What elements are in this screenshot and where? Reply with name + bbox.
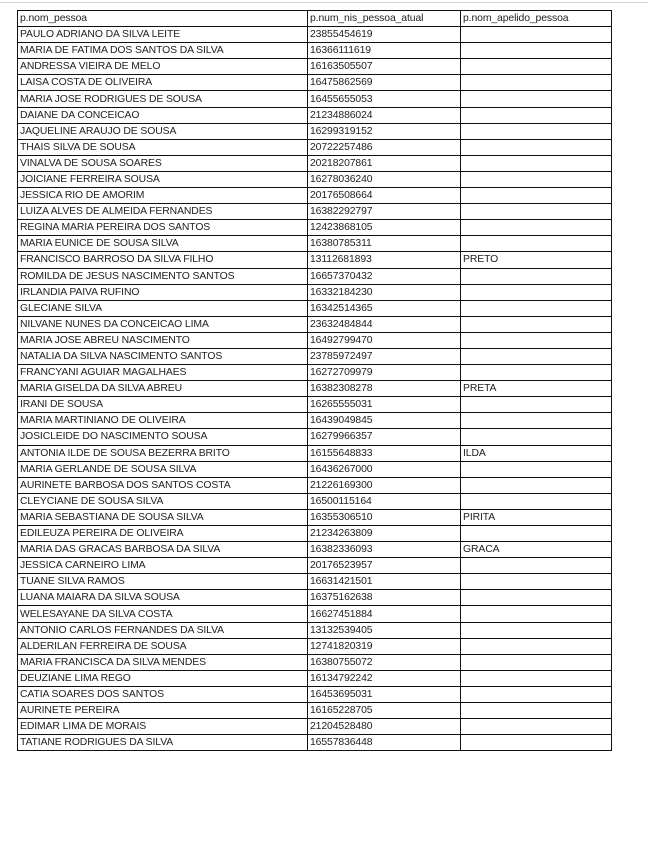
table-row: [18, 75, 612, 91]
table-row: [18, 509, 612, 525]
cell-nom-pessoa: REGINA MARIA PEREIRA DOS SANTOS: [18, 220, 308, 236]
cell-num-nis: 16332184230: [308, 284, 461, 300]
cell-num-nis: 16557836448: [308, 735, 461, 751]
cell-num-nis: 16453695031: [308, 686, 461, 702]
cell-num-nis: 16475862569: [308, 75, 461, 91]
cell-nom-apelido: [461, 686, 612, 702]
cell-num-nis: 21226169300: [308, 477, 461, 493]
cell-nom-pessoa: CATIA SOARES DOS SANTOS: [18, 686, 308, 702]
cell-nom-pessoa: TATIANE RODRIGUES DA SILVA: [18, 735, 308, 751]
table-row: [18, 558, 612, 574]
cell-nom-apelido: [461, 316, 612, 332]
table-row: [18, 719, 612, 735]
cell-nom-apelido: [461, 300, 612, 316]
cell-num-nis: 12423868105: [308, 220, 461, 236]
cell-num-nis: 16165228705: [308, 703, 461, 719]
table-row: [18, 686, 612, 702]
cell-nom-pessoa: LAISA COSTA DE OLIVEIRA: [18, 75, 308, 91]
cell-num-nis: 16382292797: [308, 204, 461, 220]
cell-nom-apelido: [461, 348, 612, 364]
cell-num-nis: 16500115164: [308, 493, 461, 509]
cell-num-nis: 16382336093: [308, 542, 461, 558]
cell-nom-pessoa: MARIA MARTINIANO DE OLIVEIRA: [18, 413, 308, 429]
table-row: [18, 220, 612, 236]
cell-nom-apelido: [461, 429, 612, 445]
cell-nom-apelido: [461, 171, 612, 187]
table-row: [18, 606, 612, 622]
table-row: [18, 542, 612, 558]
cell-nom-pessoa: THAIS SILVA DE SOUSA: [18, 139, 308, 155]
table-row: [18, 381, 612, 397]
cell-nom-pessoa: LUANA MAIARA DA SILVA SOUSA: [18, 590, 308, 606]
cell-num-nis: 16439049845: [308, 413, 461, 429]
cell-nom-apelido: [461, 139, 612, 155]
cell-nom-apelido: [461, 703, 612, 719]
column-header-num-nis: p.num_nis_pessoa_atual: [308, 11, 461, 27]
cell-nom-apelido: [461, 590, 612, 606]
cell-num-nis: 21234263809: [308, 526, 461, 542]
cell-nom-pessoa: GLECIANE SILVA: [18, 300, 308, 316]
cell-num-nis: 16134792242: [308, 670, 461, 686]
cell-num-nis: 16455655053: [308, 91, 461, 107]
cell-nom-pessoa: VINALVA DE SOUSA SOARES: [18, 155, 308, 171]
column-header-nom-apelido: p.nom_apelido_pessoa: [461, 11, 612, 27]
cell-nom-pessoa: MARIA SEBASTIANA DE SOUSA SILVA: [18, 509, 308, 525]
cell-nom-apelido: PRETA: [461, 381, 612, 397]
cell-nom-apelido: [461, 606, 612, 622]
cell-nom-apelido: ILDA: [461, 445, 612, 461]
cell-nom-pessoa: NATALIA DA SILVA NASCIMENTO SANTOS: [18, 348, 308, 364]
table-row: [18, 429, 612, 445]
cell-num-nis: 16272709979: [308, 365, 461, 381]
column-header-nom-pessoa: p.nom_pessoa: [18, 11, 308, 27]
cell-nom-pessoa: JESSICA RIO DE AMORIM: [18, 188, 308, 204]
cell-nom-pessoa: TUANE SILVA RAMOS: [18, 574, 308, 590]
table-row: [18, 638, 612, 654]
cell-num-nis: 16366111619: [308, 43, 461, 59]
cell-nom-pessoa: FRANCISCO BARROSO DA SILVA FILHO: [18, 252, 308, 268]
cell-nom-pessoa: EDILEUZA PEREIRA DE OLIVEIRA: [18, 526, 308, 542]
cell-nom-apelido: [461, 719, 612, 735]
table-row: [18, 365, 612, 381]
cell-nom-apelido: [461, 155, 612, 171]
table-row: [18, 300, 612, 316]
cell-num-nis: 16627451884: [308, 606, 461, 622]
cell-nom-pessoa: ANDRESSA VIEIRA DE MELO: [18, 59, 308, 75]
cell-num-nis: 16375162638: [308, 590, 461, 606]
cell-nom-apelido: [461, 558, 612, 574]
cell-nom-apelido: [461, 397, 612, 413]
cell-num-nis: 16631421501: [308, 574, 461, 590]
cell-num-nis: 21234886024: [308, 107, 461, 123]
cell-num-nis: 16279966357: [308, 429, 461, 445]
cell-nom-apelido: [461, 236, 612, 252]
cell-nom-apelido: [461, 574, 612, 590]
cell-nom-apelido: [461, 332, 612, 348]
cell-nom-pessoa: MARIA DE FATIMA DOS SANTOS DA SILVA: [18, 43, 308, 59]
cell-num-nis: 13112681893: [308, 252, 461, 268]
cell-nom-pessoa: ROMILDA DE JESUS NASCIMENTO SANTOS: [18, 268, 308, 284]
cell-nom-apelido: [461, 477, 612, 493]
cell-num-nis: 20218207861: [308, 155, 461, 171]
cell-nom-apelido: PIRITA: [461, 509, 612, 525]
table-row: [18, 574, 612, 590]
table-row: [18, 27, 612, 43]
cell-num-nis: 23785972497: [308, 348, 461, 364]
table-row: [18, 413, 612, 429]
table-row: [18, 461, 612, 477]
table-row: [18, 735, 612, 751]
cell-nom-apelido: GRACA: [461, 542, 612, 558]
cell-nom-pessoa: JESSICA CARNEIRO LIMA: [18, 558, 308, 574]
table-row: [18, 252, 612, 268]
cell-num-nis: 16155648833: [308, 445, 461, 461]
table-row: [18, 107, 612, 123]
cell-nom-pessoa: NILVANE NUNES DA CONCEICAO LIMA: [18, 316, 308, 332]
cell-nom-pessoa: PAULO ADRIANO DA SILVA LEITE: [18, 27, 308, 43]
cell-nom-pessoa: JAQUELINE ARAUJO DE SOUSA: [18, 123, 308, 139]
cell-num-nis: 16380755072: [308, 654, 461, 670]
table-row: [18, 493, 612, 509]
cell-nom-apelido: [461, 413, 612, 429]
cell-num-nis: 16382308278: [308, 381, 461, 397]
table-header-row: [18, 11, 612, 27]
cell-nom-pessoa: DEUZIANE LIMA REGO: [18, 670, 308, 686]
cell-num-nis: 20176523957: [308, 558, 461, 574]
cell-nom-apelido: [461, 735, 612, 751]
table-row: [18, 171, 612, 187]
table-row: [18, 526, 612, 542]
cell-num-nis: 16163505507: [308, 59, 461, 75]
table-row: [18, 59, 612, 75]
cell-nom-apelido: [461, 670, 612, 686]
table-row: [18, 397, 612, 413]
table-row: [18, 43, 612, 59]
cell-num-nis: 20722257486: [308, 139, 461, 155]
cell-nom-pessoa: MARIA DAS GRACAS BARBOSA DA SILVA: [18, 542, 308, 558]
cell-nom-pessoa: AURINETE BARBOSA DOS SANTOS COSTA: [18, 477, 308, 493]
table-row: [18, 204, 612, 220]
cell-nom-apelido: [461, 188, 612, 204]
cell-nom-apelido: [461, 107, 612, 123]
cell-num-nis: 16492799470: [308, 332, 461, 348]
cell-nom-pessoa: MARIA FRANCISCA DA SILVA MENDES: [18, 654, 308, 670]
cell-num-nis: 16278036240: [308, 171, 461, 187]
cell-nom-pessoa: MARIA EUNICE DE SOUSA SILVA: [18, 236, 308, 252]
cell-num-nis: 21204528480: [308, 719, 461, 735]
cell-num-nis: 16299319152: [308, 123, 461, 139]
cell-nom-apelido: [461, 365, 612, 381]
table-row: [18, 155, 612, 171]
table-row: [18, 332, 612, 348]
table-row: [18, 348, 612, 364]
cell-nom-pessoa: CLEYCIANE DE SOUSA SILVA: [18, 493, 308, 509]
cell-num-nis: 16355306510: [308, 509, 461, 525]
cell-nom-apelido: [461, 27, 612, 43]
cell-num-nis: 23632484844: [308, 316, 461, 332]
cell-num-nis: 16657370432: [308, 268, 461, 284]
cell-nom-apelido: [461, 638, 612, 654]
cell-nom-pessoa: MARIA GERLANDE DE SOUSA SILVA: [18, 461, 308, 477]
cell-num-nis: 12741820319: [308, 638, 461, 654]
table-body: [18, 27, 612, 751]
table-row: [18, 188, 612, 204]
table-row: [18, 284, 612, 300]
cell-nom-pessoa: ANTONIO CARLOS FERNANDES DA SILVA: [18, 622, 308, 638]
cell-nom-apelido: [461, 493, 612, 509]
cell-num-nis: 23855454619: [308, 27, 461, 43]
cell-nom-pessoa: MARIA JOSE RODRIGUES DE SOUSA: [18, 91, 308, 107]
cell-nom-pessoa: LUIZA ALVES DE ALMEIDA FERNANDES: [18, 204, 308, 220]
cell-num-nis: 16342514365: [308, 300, 461, 316]
table-row: [18, 445, 612, 461]
cell-nom-pessoa: IRANI DE SOUSA: [18, 397, 308, 413]
table-row: [18, 654, 612, 670]
cell-nom-pessoa: EDIMAR LIMA DE MORAIS: [18, 719, 308, 735]
table-row: [18, 91, 612, 107]
cell-nom-apelido: [461, 123, 612, 139]
cell-nom-pessoa: MARIA JOSE ABREU NASCIMENTO: [18, 332, 308, 348]
cell-num-nis: 16265555031: [308, 397, 461, 413]
cell-nom-apelido: [461, 622, 612, 638]
cell-nom-apelido: [461, 461, 612, 477]
table-row: [18, 316, 612, 332]
cell-nom-pessoa: ANTONIA ILDE DE SOUSA BEZERRA BRITO: [18, 445, 308, 461]
page-top-divider: [0, 2, 648, 3]
table-row: [18, 703, 612, 719]
cell-nom-pessoa: FRANCYANI AGUIAR MAGALHAES: [18, 365, 308, 381]
table-row: [18, 590, 612, 606]
cell-nom-apelido: [461, 654, 612, 670]
cell-nom-apelido: PRETO: [461, 252, 612, 268]
cell-nom-apelido: [461, 284, 612, 300]
cell-nom-pessoa: JOSICLEIDE DO NASCIMENTO SOUSA: [18, 429, 308, 445]
cell-num-nis: 16380785311: [308, 236, 461, 252]
cell-nom-pessoa: JOICIANE FERREIRA SOUSA: [18, 171, 308, 187]
cell-nom-apelido: [461, 59, 612, 75]
cell-nom-pessoa: WELESAYANE DA SILVA COSTA: [18, 606, 308, 622]
cell-nom-apelido: [461, 220, 612, 236]
table-row: [18, 670, 612, 686]
cell-nom-apelido: [461, 43, 612, 59]
cell-nom-pessoa: IRLANDIA PAIVA RUFINO: [18, 284, 308, 300]
cell-nom-apelido: [461, 526, 612, 542]
table-row: [18, 139, 612, 155]
cell-num-nis: 13132539405: [308, 622, 461, 638]
cell-nom-apelido: [461, 268, 612, 284]
cell-nom-pessoa: MARIA GISELDA DA SILVA ABREU: [18, 381, 308, 397]
cell-nom-apelido: [461, 204, 612, 220]
cell-nom-apelido: [461, 91, 612, 107]
cell-num-nis: 16436267000: [308, 461, 461, 477]
table-row: [18, 477, 612, 493]
data-table: [17, 10, 612, 751]
cell-nom-pessoa: ALDERILAN FERREIRA DE SOUSA: [18, 638, 308, 654]
table-row: [18, 622, 612, 638]
table-row: [18, 123, 612, 139]
cell-num-nis: 20176508664: [308, 188, 461, 204]
table-row: [18, 236, 612, 252]
cell-nom-pessoa: AURINETE PEREIRA: [18, 703, 308, 719]
cell-nom-pessoa: DAIANE DA CONCEICAO: [18, 107, 308, 123]
cell-nom-apelido: [461, 75, 612, 91]
table-row: [18, 268, 612, 284]
